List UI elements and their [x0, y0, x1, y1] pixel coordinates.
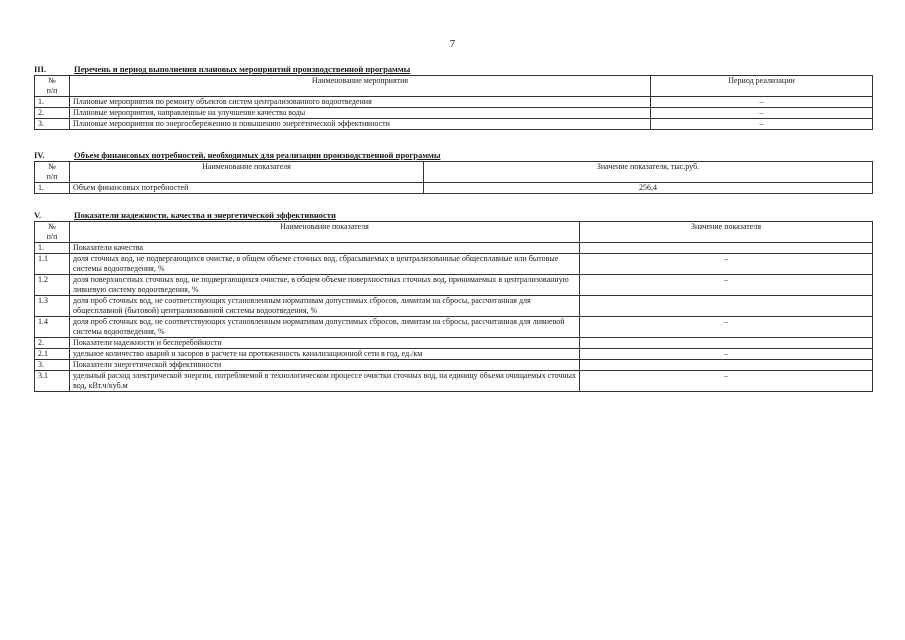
row-num: 1.2 — [35, 275, 70, 296]
header-num-line2: п/п — [46, 232, 58, 241]
table-header-row — [35, 162, 873, 183]
row-num: 1. — [35, 183, 70, 194]
section-5-number: V. — [34, 210, 42, 220]
table-row — [35, 243, 873, 254]
table-header-row — [35, 76, 873, 97]
row-period: – — [651, 97, 873, 108]
row-value: – — [580, 317, 873, 338]
header-num — [35, 162, 70, 183]
row-name: удельный расход электрической энергии, потребляемой в технологическом процессе очистки сточных вод, на единицу объема очищаемых сточных вод, кВт.ч/куб.м — [70, 371, 580, 392]
table-row — [35, 119, 873, 130]
header-name: Наименование мероприятия — [70, 76, 651, 97]
table-row — [35, 97, 873, 108]
table-row — [35, 349, 873, 360]
row-num: 2. — [35, 108, 70, 119]
row-value — [580, 243, 873, 254]
header-num — [35, 222, 70, 243]
section-4-heading: Объем финансовых потребностей, необходимых для реализации производственной программы — [74, 150, 441, 160]
row-name: Показатели надежности и бесперебойности — [70, 338, 580, 349]
row-num: 3.1 — [35, 371, 70, 392]
row-num: 2.1 — [35, 349, 70, 360]
table-row — [35, 275, 873, 296]
row-name: Объем финансовых потребностей — [70, 183, 424, 194]
section-4-title — [34, 150, 873, 161]
row-name: Показатели качества — [70, 243, 580, 254]
row-value: – — [580, 349, 873, 360]
section-5-table — [34, 221, 873, 392]
header-num-line2: п/п — [46, 86, 58, 95]
section-5-heading: Показатели надежности, качества и энергетической эффективности — [74, 210, 336, 220]
header-name: Наименование показателя — [70, 222, 580, 243]
section-3-title — [34, 64, 873, 75]
header-num-line2: п/п — [46, 172, 58, 181]
row-num: 2. — [35, 338, 70, 349]
row-num: 1.3 — [35, 296, 70, 317]
section-3 — [34, 64, 873, 130]
page-number: 7 — [449, 38, 456, 50]
row-name: Плановые мероприятия по ремонту объектов систем централизованного водоотведения — [70, 97, 651, 108]
table-row — [35, 254, 873, 275]
row-value: – — [580, 254, 873, 275]
row-num: 1. — [35, 243, 70, 254]
row-period: – — [651, 108, 873, 119]
row-name: удельное количество аварий и засоров в расчете на протяженность канализационной сети в год, ед./км — [70, 349, 580, 360]
header-num-line1: № — [48, 222, 56, 231]
table-row — [35, 183, 873, 194]
section-3-table — [34, 75, 873, 130]
section-3-heading: Перечень и период выполнения плановых мероприятий производственной программы — [74, 64, 411, 74]
table-row — [35, 338, 873, 349]
table-row — [35, 371, 873, 392]
row-num: 1. — [35, 97, 70, 108]
row-num: 1.4 — [35, 317, 70, 338]
table-header-row — [35, 222, 873, 243]
row-num: 3. — [35, 119, 70, 130]
header-name: Наименование показателя — [70, 162, 424, 183]
table-row — [35, 317, 873, 338]
row-name: доля сточных вод, не подвергающихся очистке, в общем объеме сточных вод, сбрасываемых в централизованные общесплавные или бытовые системы водоотведения, % — [70, 254, 580, 275]
section-3-number: III. — [34, 64, 47, 74]
table-row — [35, 108, 873, 119]
row-value — [580, 338, 873, 349]
row-num: 3. — [35, 360, 70, 371]
row-num: 1.1 — [35, 254, 70, 275]
row-value — [580, 296, 873, 317]
row-name: доля проб сточных вод, не соответствующих установленным нормативам допустимых сбросов, лимитам на сбросы, рассчитанная для ливневой системы водоотведения, % — [70, 317, 580, 338]
header-num-line1: № — [48, 162, 56, 171]
section-4-table — [34, 161, 873, 194]
row-value — [580, 360, 873, 371]
header-value: Значение показателя — [580, 222, 873, 243]
row-name: доля поверхностных сточных вод, не подвергающихся очистке, в общем объеме поверхностных сточных вод, принимаемых в централизованную ливневую систему водоотведения, % — [70, 275, 580, 296]
row-value: 256,4 — [424, 183, 873, 194]
row-value: – — [580, 275, 873, 296]
row-name: Плановые мероприятия, направленные на улучшение качества воды — [70, 108, 651, 119]
section-4 — [34, 150, 873, 194]
header-value: Значение показателя, тыс.руб. — [424, 162, 873, 183]
row-period: – — [651, 119, 873, 130]
header-num-line1: № — [48, 76, 56, 85]
table-row — [35, 360, 873, 371]
section-5-title — [34, 210, 873, 221]
row-name: Плановые мероприятия по энергосбережению и повышению энергетической эффективности — [70, 119, 651, 130]
section-5 — [34, 210, 873, 392]
table-row — [35, 296, 873, 317]
section-4-number: IV. — [34, 150, 45, 160]
header-num — [35, 76, 70, 97]
row-name: доля проб сточных вод, не соответствующих установленным нормативам допустимых сбросов, лимитам на сбросы, рассчитанная для общесплавной (бытовой) централизованной системы водоотведения, % — [70, 296, 580, 317]
row-value: – — [580, 371, 873, 392]
header-period: Период реализации — [651, 76, 873, 97]
row-name: Показатели энергетической эффективности — [70, 360, 580, 371]
